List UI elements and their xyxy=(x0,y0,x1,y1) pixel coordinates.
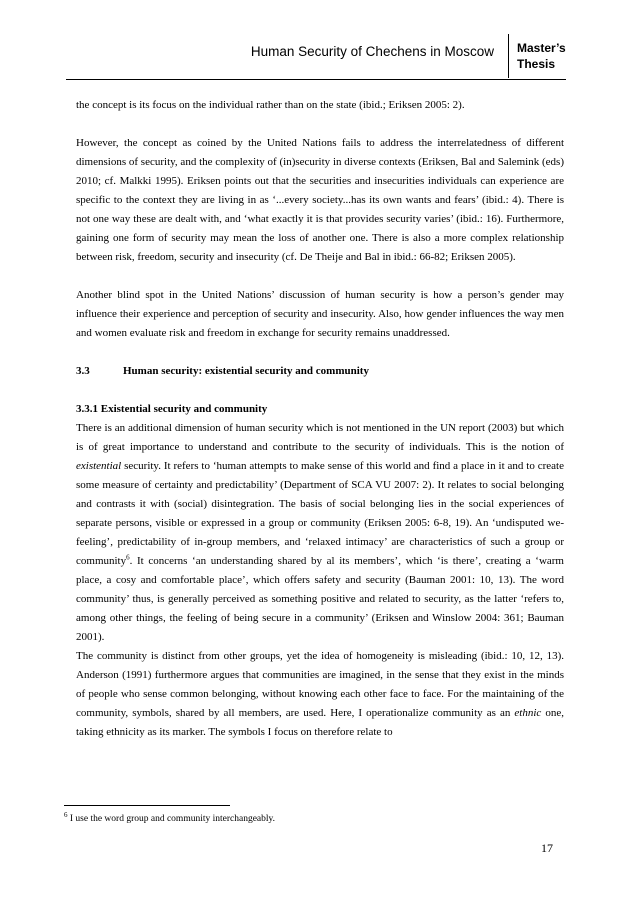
thesis-label-line1: Master’s xyxy=(517,41,566,55)
footnote-text: I use the word group and community interchangeably. xyxy=(67,814,276,824)
footnote-number: 6 xyxy=(64,810,68,819)
section-number: 3.3 xyxy=(76,365,90,377)
paragraph-5: The community is distinct from other groups, yet the idea of homogeneity is misleading (ibid.: 10, 12, 13). Anderson (1991) furthermore argues that communities are imagined, in the sense that they exist in the minds of people who sense common belonging, without knowing each other face to face. For the maintaining of the community, symbols, shared by all members, are used. Here, I operationalize community as an ethnic one, taking ethnicity as its marker. The symbols I focus on therefore relate to xyxy=(76,650,564,738)
paragraph-4: There is an additional dimension of human security which is not mentioned in the UN report (2003) but which is of great importance to understand and contribute to the security of individuals. This is the notion of existential security. It refers to ‘human attempts to make sense of this world and find a place in it and to create some measure of certainty and predictability’ (Department of SCA VU 2007: 2). It relates to social belonging and contrasts it with (social) disintegration. The basis of social belonging lies in the social experiences of separate persons, visible or expressed in a group or community (Eriksen 2005: 6-8, 19). An ‘undisputed we-feeling’, predictability of in-group members, and ‘relaxed intimacy’ are characteristics of such a group or community$^6$. It concerns ‘an understanding shared by al its members’, which ‘is there’, creating a ‘warm place, a cosy and comfortable place’, which offers safety and security (Bauman 2001: 10, 13). The word community’ thus, is generally perceived as something positive and related to security, as the latter ‘refers to, among other things, the feeling of being secure in a community’ (Eriksen and Winslow 2004: 361; Bauman 2001). xyxy=(76,422,564,643)
italic-term-ethnic: ethnic xyxy=(514,707,542,719)
header-rule xyxy=(66,79,566,80)
subsection-heading: 3.3.1 Existential security and community xyxy=(76,403,268,415)
paragraph-2: However, the concept as coined by the United Nations fails to address the interrelatedness of different dimensions of security, and the complexity of (in)security in diverse contexts (Eriksen, Bal and Salemink (eds) 2010; cf. Malkki 1995). Eriksen points out that the securities and insecurities individuals can experience are specific to the context they are living in as ‘...every society...has its own wants and fears’ (ibid.: 4). There is not one way these are dealt with, and ‘what exactly it is that provides security varies’ (ibid.: 16). Furthermore, gaining one form of security may mean the loss of another one. There is also a more complex relationship between risk, freedom, security and insecurity (cf. De Theije and Bal in ibid.: 66-82; Eriksen 2005). xyxy=(76,137,564,263)
body-text xyxy=(76,96,564,742)
thesis-label-box xyxy=(508,34,566,78)
running-title: Human Security of Chechens in Moscow xyxy=(250,44,494,59)
footnote-rule xyxy=(64,805,230,806)
section-heading xyxy=(76,362,564,381)
page-header xyxy=(66,34,566,80)
section-title: Human security: existential security and community xyxy=(123,365,369,377)
footnote-ref: 6 xyxy=(126,553,130,562)
footnote xyxy=(64,810,276,824)
paragraph-3: Another blind spot in the United Nations’ discussion of human security is how a person’s gender may influence their experience and perception of security and insecurity. Also, how gender influences the way men and women evaluate risk and freedom in exchange for security remains unaddressed. xyxy=(76,289,564,339)
page-number: 17 xyxy=(541,841,553,855)
thesis-label-line2: Thesis xyxy=(517,57,556,71)
italic-term: existential xyxy=(76,460,122,472)
paragraph-1: the concept is its focus on the individual rather than on the state (ibid.; Eriksen 2005: 2). xyxy=(76,99,465,111)
